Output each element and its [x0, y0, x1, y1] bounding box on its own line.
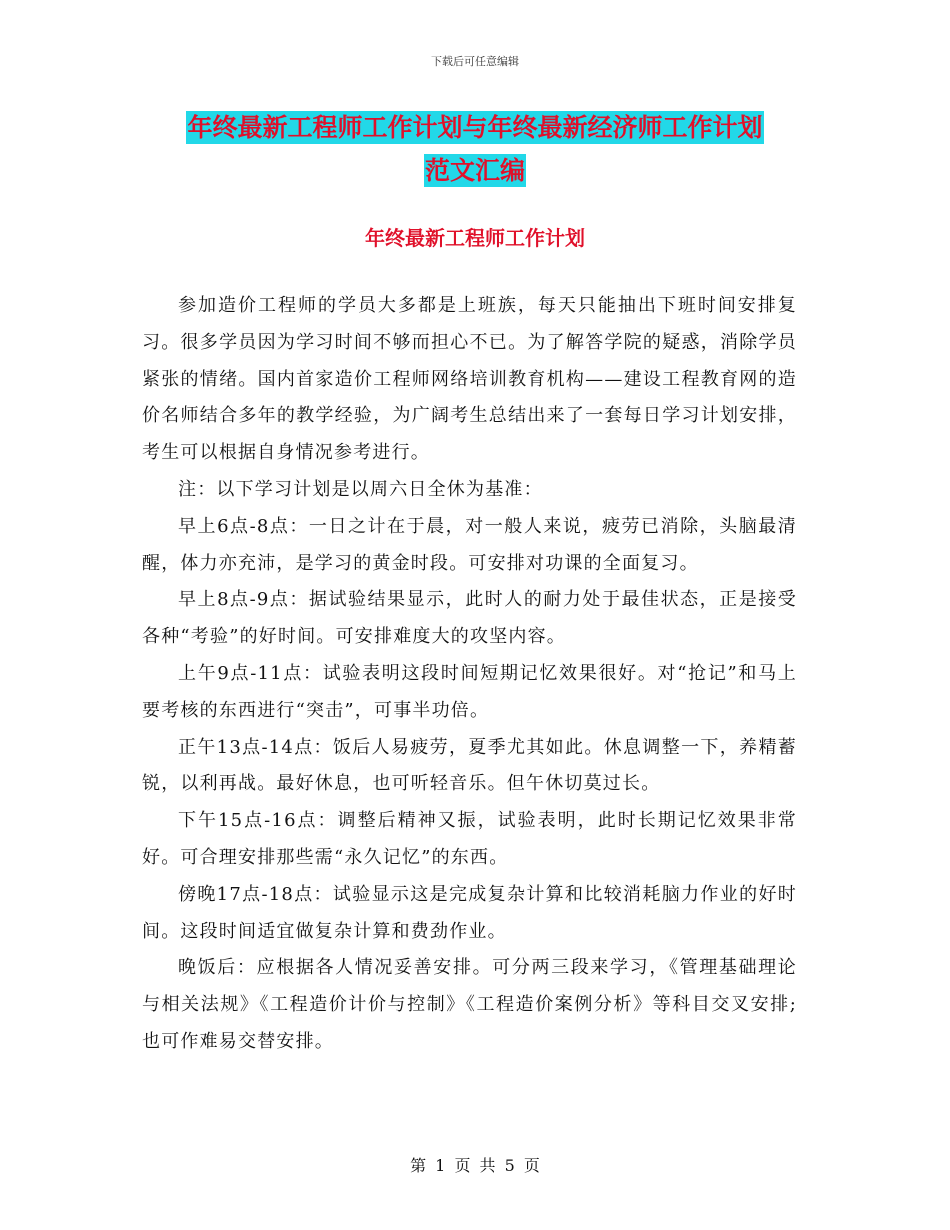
section-heading: 年终最新工程师工作计划 — [365, 226, 585, 250]
paragraph: 早上6点-8点：一日之计在于晨，对一般人来说，疲劳已消除，头脑最清醒，体力亦充沛，是学习的黄金时段。可安排对功课的全面复习。 — [142, 515, 797, 574]
body-text — [142, 288, 797, 1061]
page-number-footer: 第 1 页 共 5 页 — [410, 1156, 540, 1175]
title-line-1: 年终最新工程师工作计划与年终最新经济师工作计划 — [187, 113, 763, 142]
title-line-2: 范文汇编 — [424, 156, 525, 185]
document-title — [0, 106, 950, 192]
paragraph: 正午13点-14点：饭后人易疲劳，夏季尤其如此。休息调整一下，养精蓄锐，以利再战。最好休息，也可听轻音乐。但午休切莫过长。 — [142, 736, 797, 795]
paragraph: 上午9点-11点：试验表明这段时间短期记忆效果很好。对“抢记”和马上要考核的东西进行“突击”，可事半功倍。 — [142, 662, 797, 721]
paragraph: 参加造价工程师的学员大多都是上班族，每天只能抽出下班时间安排复习。很多学员因为学习时间不够而担心不已。为了解答学院的疑惑，消除学员紧张的情绪。国内首家造价工程师网络培训教育机构——建设工程教育网的造价名师结合多年的教学经验，为广阔考生总结出来了一套每日学习计划安排，考生可以根据自身情况参考进行。 — [142, 295, 797, 464]
paragraph: 下午15点-16点：调整后精神又振，试验表明，此时长期记忆效果非常好。可合理安排那些需“永久记忆”的东西。 — [142, 810, 797, 868]
header-note: 下载后可任意编辑 — [431, 55, 519, 68]
paragraph: 注：以下学习计划是以周六日全休为基准： — [178, 478, 543, 500]
paragraph: 早上8点-9点：据试验结果显示，此时人的耐力处于最佳状态，正是接受各种“考验”的好时间。可安排难度大的攻坚内容。 — [142, 589, 797, 648]
paragraph: 傍晚17点-18点：试验显示这是完成复杂计算和比较消耗脑力作业的好时间。这段时间适宜做复杂计算和费劲作业。 — [142, 883, 797, 942]
paragraph: 晚饭后：应根据各人情况妥善安排。可分两三段来学习，《管理基础理论与相关法规》《工程造价计价与控制》《工程造价案例分析》等科目交叉安排;也可作难易交替安排。 — [142, 957, 797, 1052]
